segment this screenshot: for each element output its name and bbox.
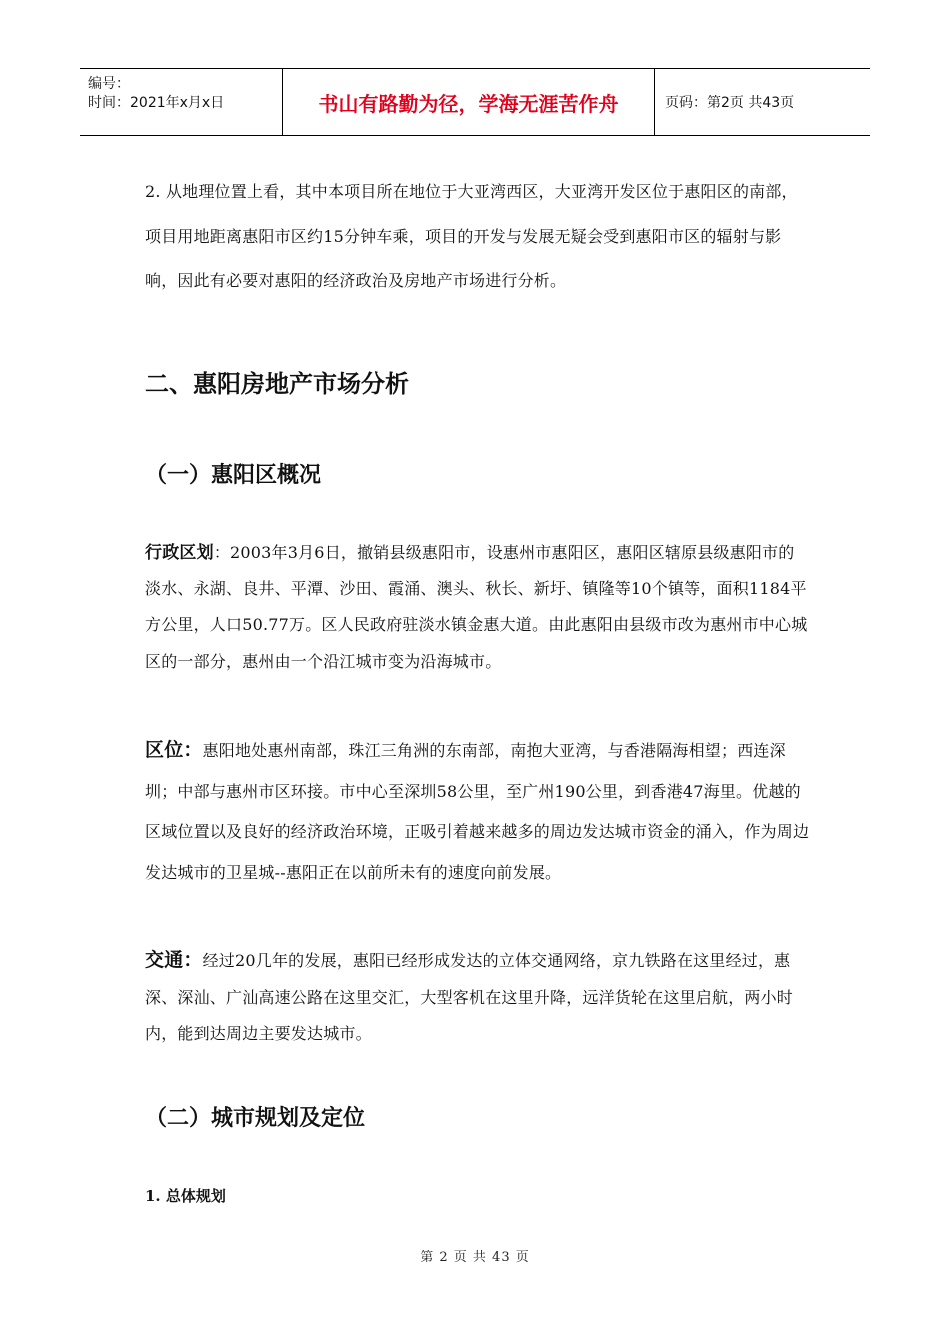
admin-paragraph — [145, 535, 810, 680]
subsection-title-overview: （一）惠阳区概况 — [145, 463, 322, 488]
section-title: 二、惠阳房地产市场分析 — [145, 370, 409, 398]
transport-paragraph — [145, 942, 810, 1053]
page-header — [80, 68, 870, 136]
planning-item-title: 1. 总体规划 — [145, 1187, 226, 1205]
location-paragraph — [145, 730, 810, 894]
document-number: 编号： — [88, 76, 130, 92]
header-page-info: 页码：第2页 共43页 — [665, 95, 795, 111]
location-label: 区位： — [145, 739, 203, 761]
transport-text: 经过20几年的发展，惠阳已经形成发达的立体交通网络，京九铁路在这里经过，惠深、深汕、广汕高速公路在这里交汇，大型客机在这里升降，远洋货轮在这里启航，两小时内，能到达周边主要发达城市。 — [145, 951, 794, 1043]
admin-text: ：2003年3月6日，撤销县级惠阳市，设惠州市惠阳区，惠阳区辖原县级惠阳市的淡水、永湖、良井、平潭、沙田、霞涌、澳头、秋长、新圩、镇隆等10个镇等，面积1184平方公里，人口50.77万。区人民政府驻淡水镇金惠大道。由此惠阳由县级市改为惠州市中心城区的一部分，惠州由一个沿江城市变为沿海城市。 — [145, 543, 808, 671]
header-meta — [80, 69, 283, 135]
location-text: 惠阳地处惠州南部，珠江三角洲的东南部，南抱大亚湾，与香港隔海相望；西连深圳；中部与惠州市区环接。市中心至深圳58公里，至广州190公里，到香港47海里。优越的区域位置以及良好的经济政治环境，正吸引着越来越多的周边发达城市资金的涌入，作为周边发达城市的卫星城--惠阳正在以前所未有的速度向前发展。 — [145, 741, 810, 883]
intro-paragraph: 2. 从地理位置上看，其中本项目所在地位于大亚湾西区，大亚湾开发区位于惠阳区的南部，项目用地距离惠阳市区约15分钟车乘，项目的开发与发展无疑会受到惠阳市区的辐射与影响，因此有必要对惠阳的经济政治及房地产市场进行分析。 — [145, 182, 798, 290]
transport-label: 交通： — [145, 949, 203, 971]
document-date: 时间：2021年x月x日 — [88, 95, 225, 111]
admin-label: 行政区划 — [145, 543, 214, 563]
subsection-title-planning: （二）城市规划及定位 — [145, 1106, 366, 1131]
header-motto: 书山有路勤为径，学海无涯苦作舟 — [283, 69, 655, 135]
page-footer: 第 2 页 共 43 页 — [420, 1250, 530, 1265]
